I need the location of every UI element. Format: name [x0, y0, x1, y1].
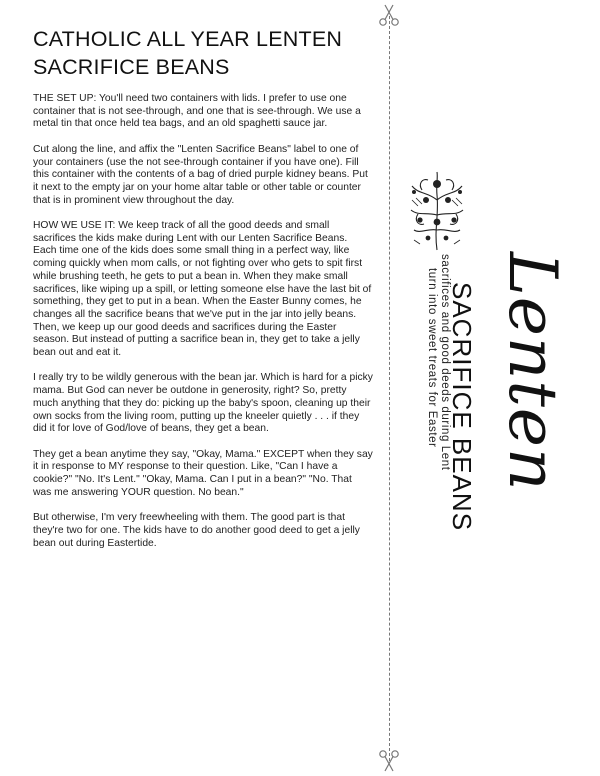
floral-illustration-icon — [408, 170, 466, 252]
scissors-icon — [376, 2, 402, 28]
paragraph-generosity: I really try to be wildly generous with the bean jar. Which is hard for a picky mama. But God can never be outdone in generosity, right? So, pretty much anything that they do: picking up the baby's spoon, cleaning up their own socks from the living room, putting up the kneeler quietly . . . if they did it for love of God/love of beans, they get a bean. — [33, 372, 373, 435]
title-line-2: SACRIFICE BEANS — [33, 55, 230, 79]
paragraph-setup: THE SET UP: You'll need two containers with lids. I prefer to use one container that is not see-through, and one that is see-through. We use a metal tin that once held tea bags, and an old spaghetti sauce jar. — [33, 93, 361, 130]
paragraph-freewheeling: But otherwise, I'm very freewheeling with them. The good part is that they're two for one. The kids have to do another good deed to get a jelly bean out during Eastertide. — [33, 512, 360, 549]
cut-line — [389, 16, 390, 761]
paragraph-okay-mama: They get a bean anytime they say, "Okay, Mama." EXCEPT when they say it in response to MY response to their question. Like, "Can I have a cookie?" "No. It's Lent." "Okay, Mama. Can I put in a bean?" "No. That was me answering YOUR question. No bean." — [33, 448, 373, 498]
label-subtitle-line-2: turn into sweet treats for Easter — [426, 268, 438, 448]
page-title — [33, 25, 373, 81]
label-subtitle-line-1: sacrifices and good deeds during Lent — [439, 254, 451, 471]
label-title: SACRIFICE BEANS — [447, 282, 477, 532]
paragraph-label-instructions: Cut along the line, and affix the "Lenten Sacrifice Beans" label to one of your containers (use the not see-through container if you have one). Fill this container with the contents of a bag of dried purple kidney beans. Put it next to the empty jar on your home altar table or other table or counter that is in prominent view throughout the day. — [33, 143, 368, 206]
paragraph-how-we-use-it: HOW WE USE IT: We keep track of all the good deeds and small sacrifices the kids make during Lent with our Lenten Sacrifice Beans. Each time one of the kids does some small thing in a perfect way, like coming quickly when mom calls, or not fighting over who gets to spit first while brushing teeth, he gets to put a bean in. When they make small sacrifices, like wiping up a spill, or letting someone else have the last bit of something, they get to put in a bean. When the Easter Bunny comes, he changes all the sacrifice beans that we've put in the jar into jelly beans. Then, we keep up our good deeds and sacrifices during the Easter season. But instead of putting a sacrifice bean in, they get to take a jelly bean out and eat it. — [33, 220, 372, 359]
article-body — [33, 93, 373, 563]
scissors-icon-bottom — [376, 748, 402, 774]
title-line-1: CATHOLIC ALL YEAR LENTEN — [33, 27, 343, 51]
label-script-title: Lenten — [494, 252, 571, 492]
